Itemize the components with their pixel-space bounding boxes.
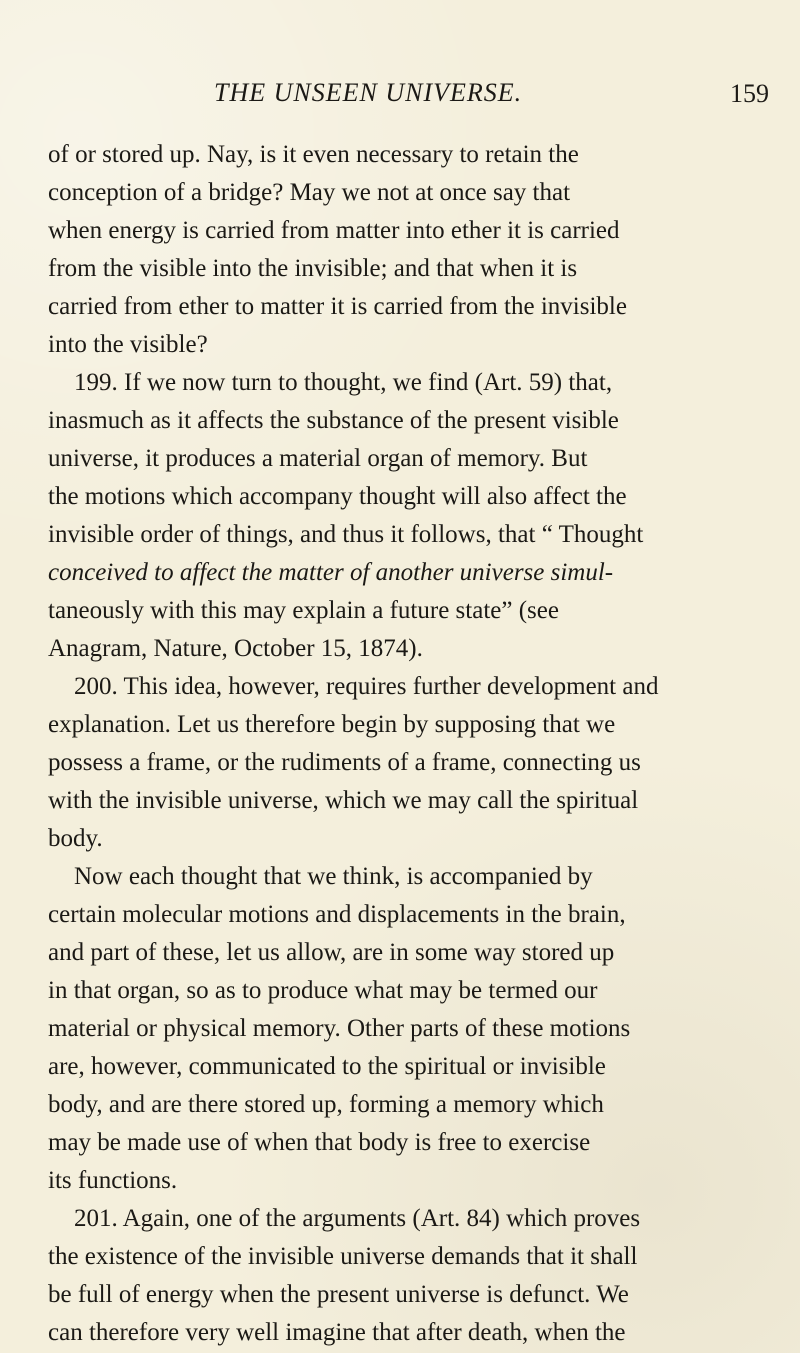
text-line: possess a frame, or the rudiments of a frame, connecting us	[48, 749, 641, 776]
text-line: when energy is carried from matter into ether it is carried	[48, 217, 620, 244]
text-line: universe, it produces a material organ of memory. But	[48, 445, 588, 472]
text-line: into the visible?	[48, 331, 208, 358]
text-line: 200. This idea, however, requires further development and	[74, 673, 659, 700]
text-line: invisible order of things, and thus it follows, that “ Thought	[48, 521, 644, 548]
text-line: of or stored up. Nay, is it even necessary to retain the	[48, 141, 579, 168]
text-line: material or physical memory. Other parts of these motions	[48, 1015, 631, 1042]
text-line: be full of energy when the present universe is defunct. We	[48, 1281, 629, 1308]
text-line: body, and are there stored up, forming a memory which	[48, 1091, 604, 1118]
text-line: Anagram, Nature, October 15, 1874).	[48, 635, 423, 662]
text-line: taneously with this may explain a future state” (see	[48, 597, 559, 624]
text-line: carried from ether to matter it is carried from the invisible	[48, 293, 627, 320]
text-line: with the invisible universe, which we may call the spiritual	[48, 787, 639, 814]
text-line: are, however, communicated to the spiritual or invisible	[48, 1053, 606, 1080]
running-title: THE UNSEEN UNIVERSE.	[214, 78, 523, 107]
text-line: from the visible into the invisible; and that when it is	[48, 255, 578, 282]
text-line: and part of these, let us allow, are in some way stored up	[48, 939, 615, 966]
text-line: certain molecular motions and displacements in the brain,	[48, 901, 626, 928]
page-header	[0, 78, 800, 118]
body-text	[48, 136, 768, 1352]
text-line: conceived to affect the matter of another universe simul-	[48, 559, 614, 586]
page-number: 159	[730, 79, 769, 108]
text-line: explanation. Let us therefore begin by supposing that we	[48, 711, 616, 738]
text-line: in that organ, so as to produce what may be termed our	[48, 977, 598, 1004]
text-line: 201. Again, one of the arguments (Art. 84) which proves	[74, 1205, 641, 1232]
text-line: 199. If we now turn to thought, we find (Art. 59) that,	[74, 369, 613, 396]
text-line: can therefore very well imagine that after death, when the	[48, 1319, 626, 1346]
text-line: inasmuch as it affects the substance of the present visible	[48, 407, 619, 434]
text-line: conception of a bridge? May we not at once say that	[48, 179, 571, 206]
text-line: its functions.	[48, 1167, 178, 1194]
text-line: body.	[48, 825, 103, 852]
text-line: the motions which accompany thought will also affect the	[48, 483, 627, 510]
text-line: the existence of the invisible universe demands that it shall	[48, 1243, 638, 1270]
text-line: may be made use of when that body is free to exercise	[48, 1129, 591, 1156]
text-line: Now each thought that we think, is accompanied by	[74, 863, 593, 890]
